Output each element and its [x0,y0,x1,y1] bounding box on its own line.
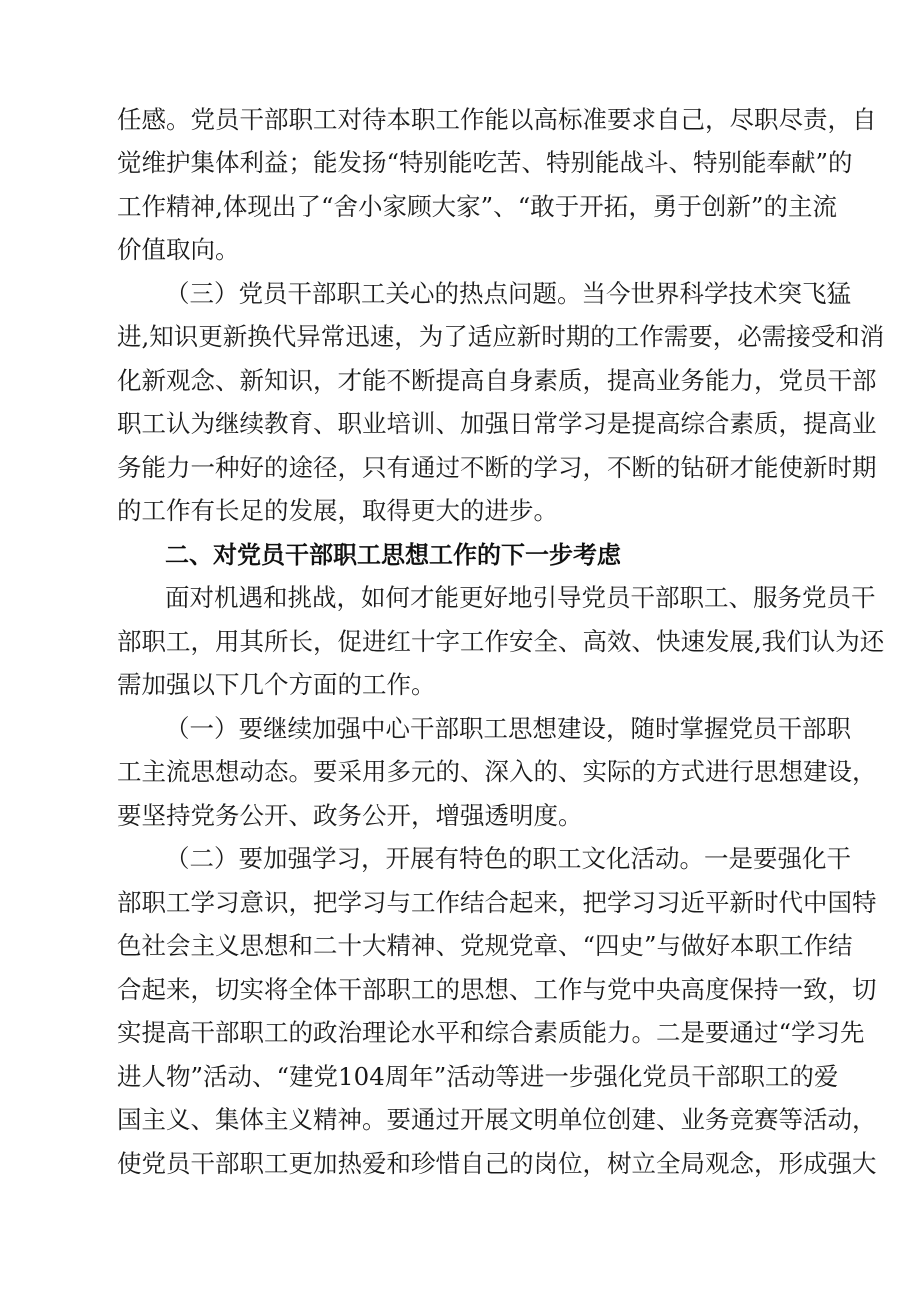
paragraph-5-line-4: 合起来，切实将全体干部职工的思想、工作与党中央高度保持一致，切 [117,975,877,1004]
paragraph-2-line-6: 的工作有长足的发展，取得更大的进步。 [117,496,558,525]
paragraph-3-line-3: 需加强以下几个方面的工作。 [117,670,436,699]
paragraph-2-line-2: 进,知识更新换代异常迅速，为了适应新时期的工作需要，必需接受和消 [117,322,885,351]
paragraph-5-line-5: 实提高干部职工的政治理论水平和综合素质能力。二是要通过“学习先 [117,1018,865,1047]
paragraph-5-line-3: 色社会主义思想和二十大精神、党规党章、“四史”与做好本职工作结 [117,931,853,960]
paragraph-5-line-7: 国主义、集体主义精神。要通过开展文明单位创建、业务竞赛等活动， [117,1105,877,1134]
paragraph-3-line-2: 部职工，用其所长，促进红十字工作安全、高效、快速发展,我们认为还 [117,627,885,656]
paragraph-2-line-3: 化新观念、新知识，才能不断提高自身素质，提高业务能力，党员干部 [117,366,877,395]
paragraph-1-line-1: 任感。党员干部职工对待本职工作能以高标准要求自己，尽职尽责，自 [117,105,877,134]
paragraph-2-line-1: （三）党员干部职工关心的热点问题。当今世界科学技术突飞猛 [165,279,851,308]
paragraph-1-line-4: 价值取向。 [117,235,240,264]
paragraph-5-line-1: （二）要加强学习，开展有特色的职工文化活动。一是要强化干 [165,844,851,873]
paragraph-4-line-2: 工主流思想动态。要采用多元的、深入的、实际的方式进行思想建设， [117,757,877,786]
paragraph-5-line-8: 使党员干部职工更加热爱和珍惜自己的岗位，树立全局观念，形成强大 [117,1149,877,1178]
paragraph-2-line-5: 务能力一种好的途径，只有通过不断的学习，不断的钻研才能使新时期 [117,453,877,482]
paragraph-4-line-3: 要坚持党务公开、政务公开，增强透明度。 [117,801,583,830]
section-heading: 二、对党员干部职工思想工作的下一步考虑 [165,541,621,569]
paragraph-2-line-4: 职工认为继续教育、职业培训、加强日常学习是提高综合素质，提高业 [117,409,877,438]
paragraph-1-line-3: 工作精神,体现出了“舍小家顾大家”、“敢于开拓，勇于创新”的主流 [117,192,837,221]
paragraph-1-line-2: 觉维护集体利益；能发扬“特别能吃苦、特别能战斗、特别能奉献”的 [117,148,853,177]
paragraph-3-line-1: 面对机遇和挑战，如何才能更好地引导党员干部职工、服务党员干 [165,583,876,612]
paragraph-4-line-1: （一）要继续加强中心干部职工思想建设，随时掌握党员干部职 [165,714,851,743]
paragraph-5-line-2: 部职工学习意识，把学习与工作结合起来，把学习习近平新时代中国特 [117,888,877,917]
paragraph-5-line-6: 进人物”活动、“建党104周年”活动等进一步强化党员干部职工的爱 [117,1062,839,1091]
